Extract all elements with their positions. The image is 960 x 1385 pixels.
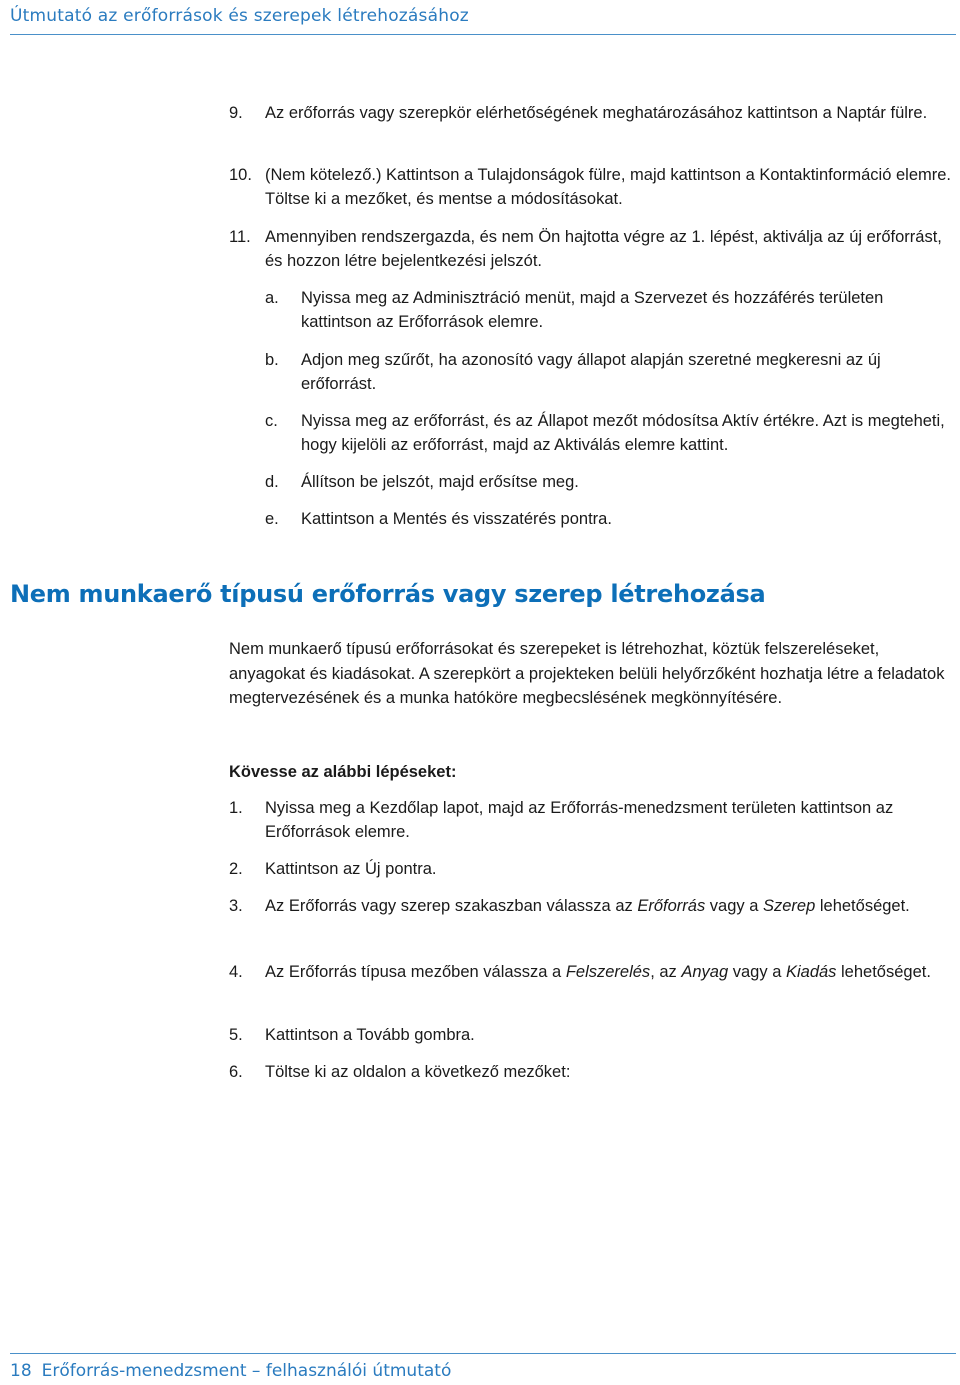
step-text: Az Erőforrás típusa mezőben válassza a Felszerelés, az Anyag vagy a Kiadás lehetőséget. [265, 963, 931, 981]
substep-text: Nyissa meg az Adminisztráció menüt, majd a Szervezet és hozzáférés területen kattintson az Erőforrások elemre. [301, 289, 884, 331]
substep-letter: d. [265, 473, 279, 491]
step-text: Kattintson az Új pontra. [265, 860, 437, 878]
step-number: 1. [229, 799, 243, 817]
step-number: 6. [229, 1063, 243, 1081]
footer-divider [10, 1353, 956, 1354]
step-text: Az erőforrás vagy szerepkör elérhetőségének meghatározásához kattintson a Naptár fülre. [265, 104, 928, 122]
substep-text: Adjon meg szűrőt, ha azonosító vagy állapot alapján szeretné megkeresni az új erőforrást. [301, 351, 881, 393]
header-divider [10, 34, 956, 35]
running-header: Útmutató az erőforrások és szerepek létrehozásához [10, 6, 469, 26]
step-number: 3. [229, 897, 243, 915]
step-text: Kattintson a Tovább gombra. [265, 1026, 475, 1044]
steps-lead: Kövesse az alábbi lépéseket: [229, 763, 457, 781]
step-number: 5. [229, 1026, 243, 1044]
substep-letter: e. [265, 510, 279, 528]
step-number: 10. [229, 166, 252, 184]
step-text: Az Erőforrás vagy szerep szakaszban válassza az Erőforrás vagy a Szerep lehetőséget. [265, 897, 910, 915]
footer [10, 1361, 451, 1381]
step-number: 11. [229, 228, 251, 246]
step-text: Töltse ki az oldalon a következő mezőket: [265, 1063, 571, 1081]
step-text: (Nem kötelező.) Kattintson a Tulajdonságok fülre, majd kattintson a Kontaktinformáció elemre. Töltse ki a mezőket, és mentse a módosításokat. [265, 166, 952, 208]
substep-text: Állítson be jelszót, majd erősítse meg. [301, 473, 579, 491]
substep-letter: b. [265, 351, 279, 369]
section-heading: Nem munkaerő típusú erőforrás vagy szerep létrehozása [10, 580, 766, 608]
substep-letter: c. [265, 412, 278, 430]
step-number: 2. [229, 860, 243, 878]
substep-letter: a. [265, 289, 279, 307]
section-paragraph: Nem munkaerő típusú erőforrásokat és szerepeket is létrehozhat, köztük felszereléseket, anyagokat és kiadásokat. A szerepkört a projekteken belüli helyőrzőként hozhatja létre a feladatok megtervezésének és a munka hatóköre megbecslésének megkönnyítésére. [229, 640, 945, 707]
step-text: Amennyiben rendszergazda, és nem Ön hajtotta végre az 1. lépést, aktiválja az új erőforrást, és hozzon létre bejelentkezési jelszót. [265, 228, 942, 270]
page-number: 18 [10, 1361, 32, 1381]
substep-text: Nyissa meg az erőforrást, és az Állapot mezőt módosítsa Aktív értékre. Azt is megteheti, hogy kijelöli az erőforrást, majd az Aktiválás elemre kattint. [301, 412, 945, 454]
step-number: 9. [229, 104, 243, 122]
step-text: Nyissa meg a Kezdőlap lapot, majd az Erőforrás-menedzsment területen kattintson az Erőforrások elemre. [265, 799, 894, 841]
substep-text: Kattintson a Mentés és visszatérés pontra. [301, 510, 612, 528]
footer-title: Erőforrás-menedzsment – felhasználói útmutató [41, 1361, 452, 1381]
step-number: 4. [229, 963, 243, 981]
